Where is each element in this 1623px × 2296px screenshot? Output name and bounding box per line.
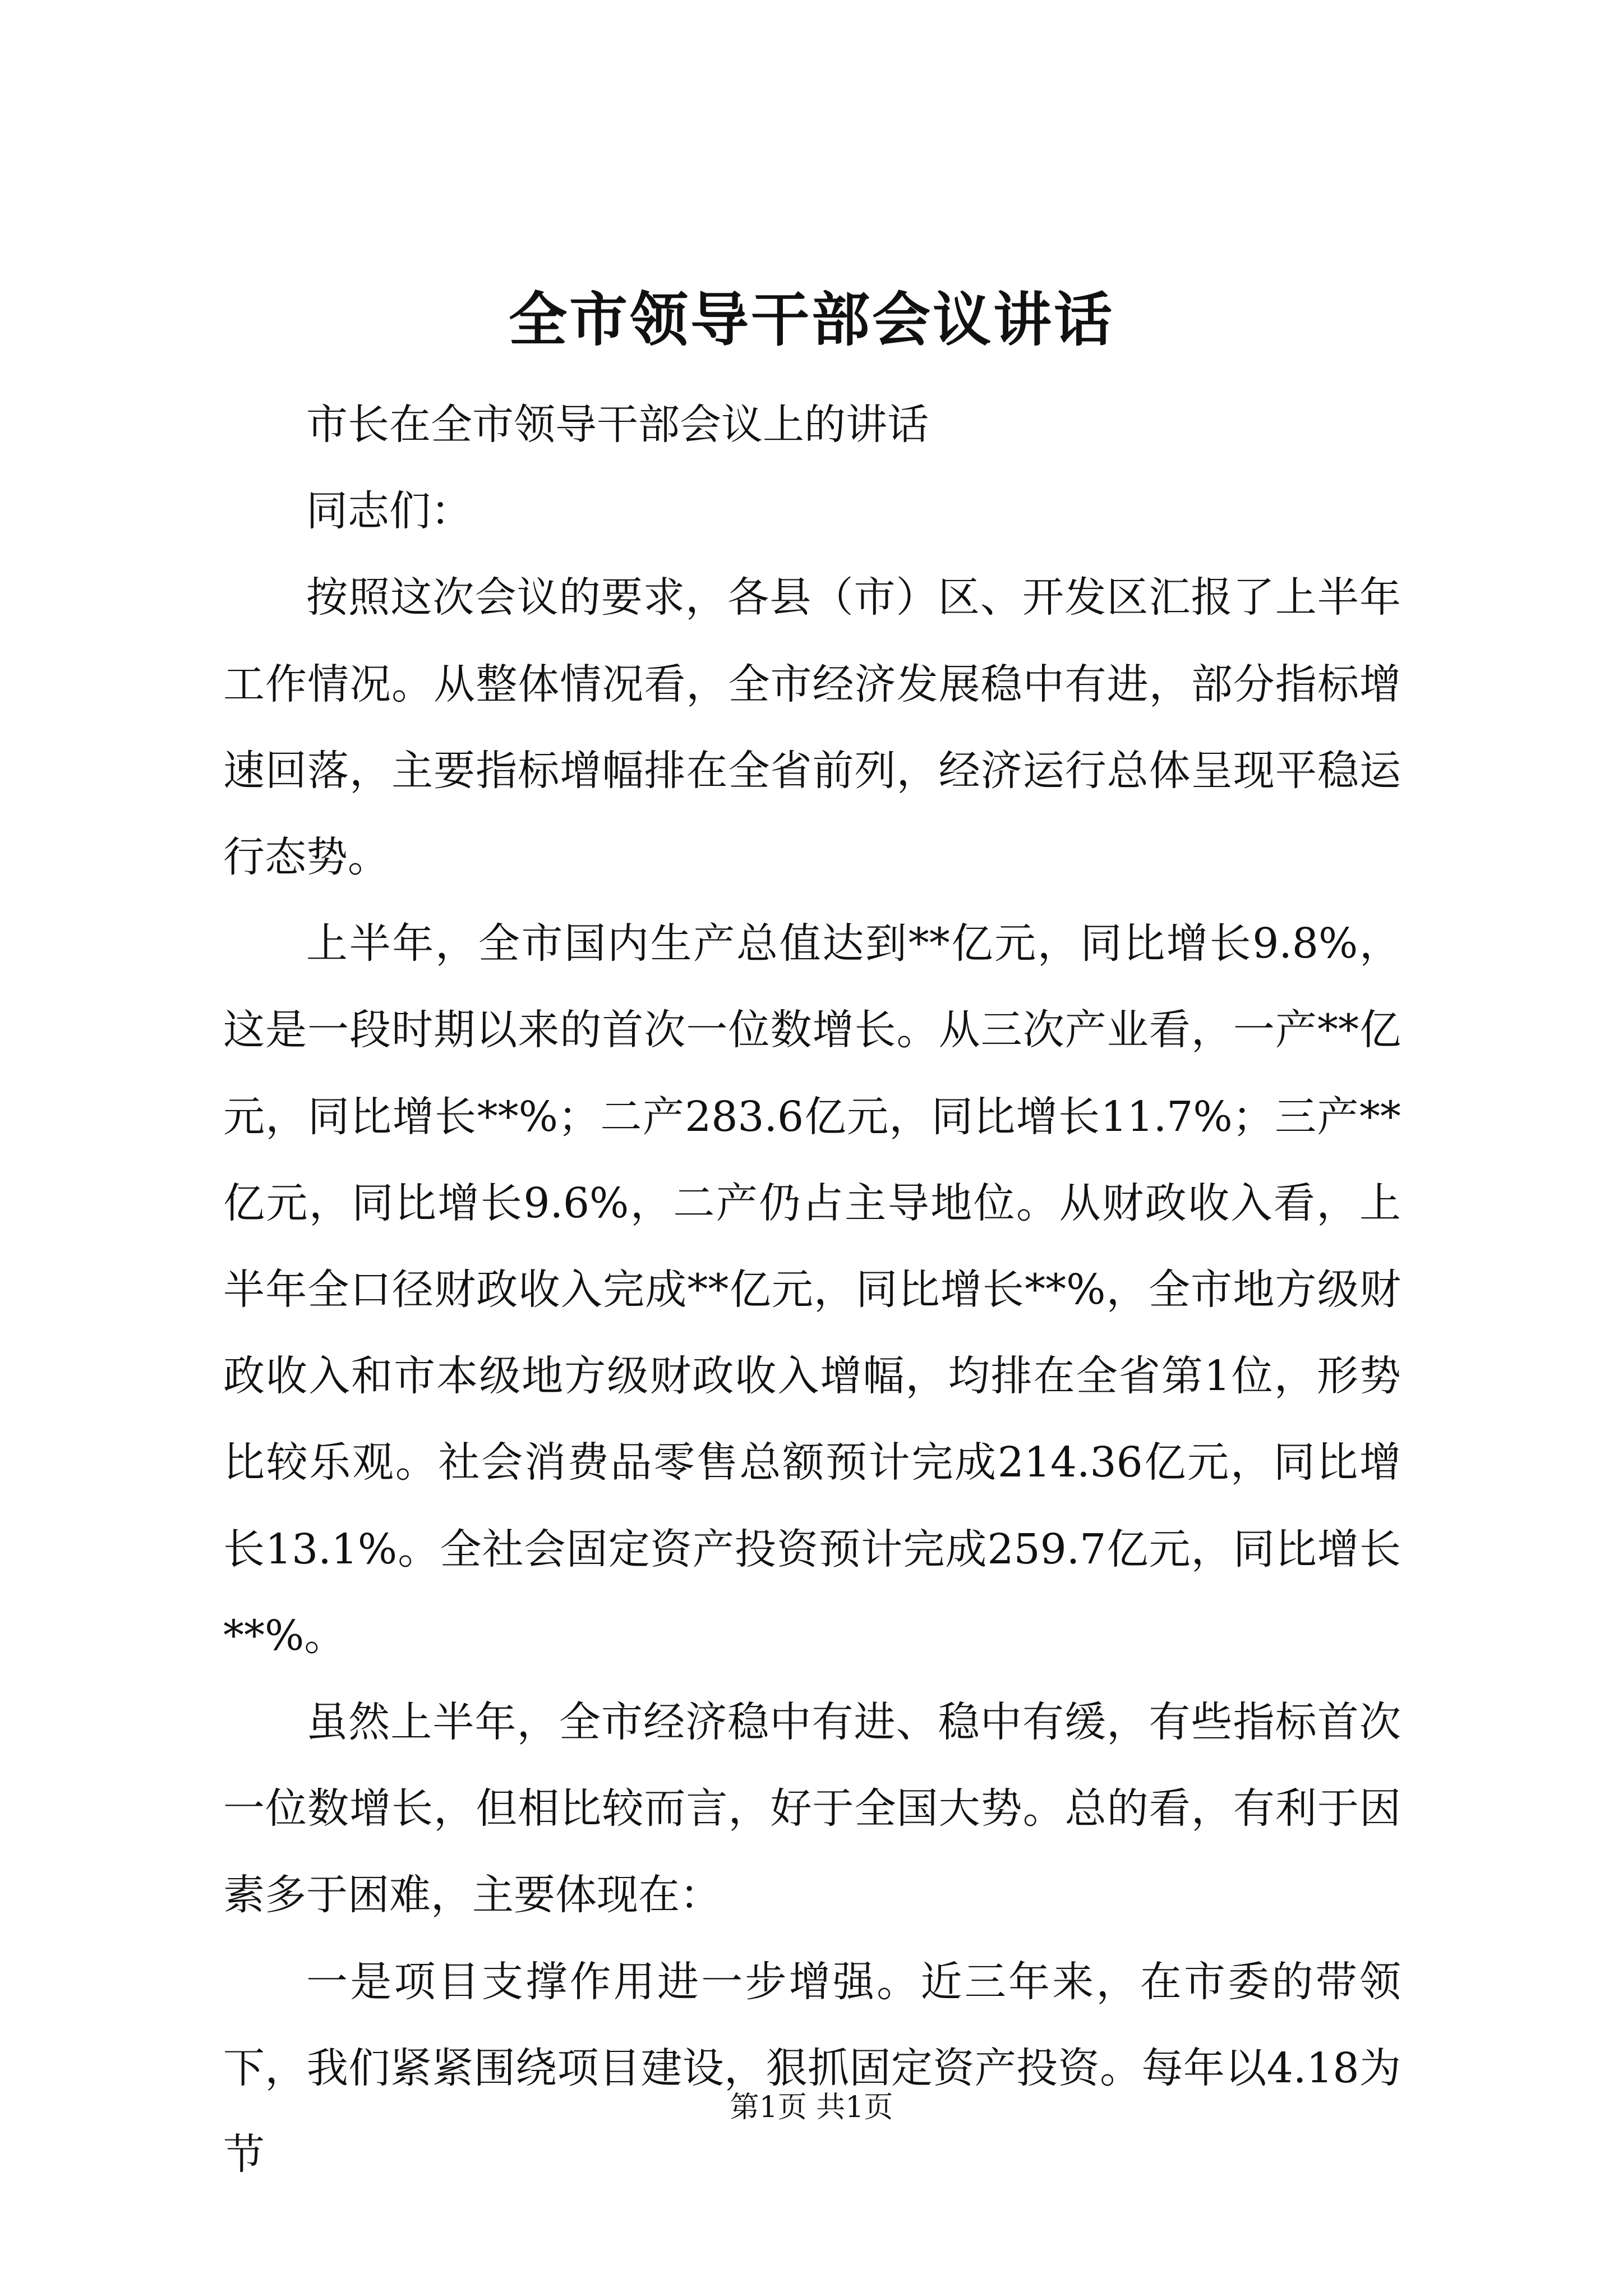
salutation: 同志们： (306, 487, 472, 536)
paragraph: 上半年，全市国内生产总值达到**亿元，同比增长9.8%，这是一段时期以来的首次一位数增长。从三次产业看，一产**亿元，同比增长**%；二产283.6亿元，同比增长11.7%；三产**亿元，同比增长9.6%，二产仍占主导地位。从财政收入看，上半年全口径财政收入完成**亿元，同比增长**%，全市地方级财政收入和市本级地方级财政收入增幅，均排在全省第1位，形势比较乐观。社会消费品零售总额预计完成214.36亿元，同比增长13.1%。全社会固定资产投资预计完成259.7亿元，同比增长**%。 (223, 919, 1401, 1660)
paragraph: 一是项目支撑作用进一步增强。近三年来，在市委的带领下，我们紧紧围绕项目建设，狠抓固定资产投资。每年以4.18为节 (223, 1957, 1401, 2179)
paragraph: 虽然上半年，全市经济稳中有进、稳中有缓，有些指标首次一位数增长，但相比较而言，好于全国大势。总的看，有利于因素多于困难，主要体现在： (223, 1698, 1401, 1920)
page-number-footer: 第1页 共1页 (730, 2091, 893, 2124)
document-body (223, 381, 1401, 2198)
document-title: 全市领导干部会议讲话 (508, 285, 1114, 354)
speech-subtitle: 市长在全市领导干部会议上的讲话 (306, 401, 929, 449)
paragraph: 按照这次会议的要求，各县（市）区、开发区汇报了上半年工作情况。从整体情况看，全市经济发展稳中有进，部分指标增速回落，主要指标增幅排在全省前列，经济运行总体呈现平稳运行态势。 (223, 573, 1401, 882)
